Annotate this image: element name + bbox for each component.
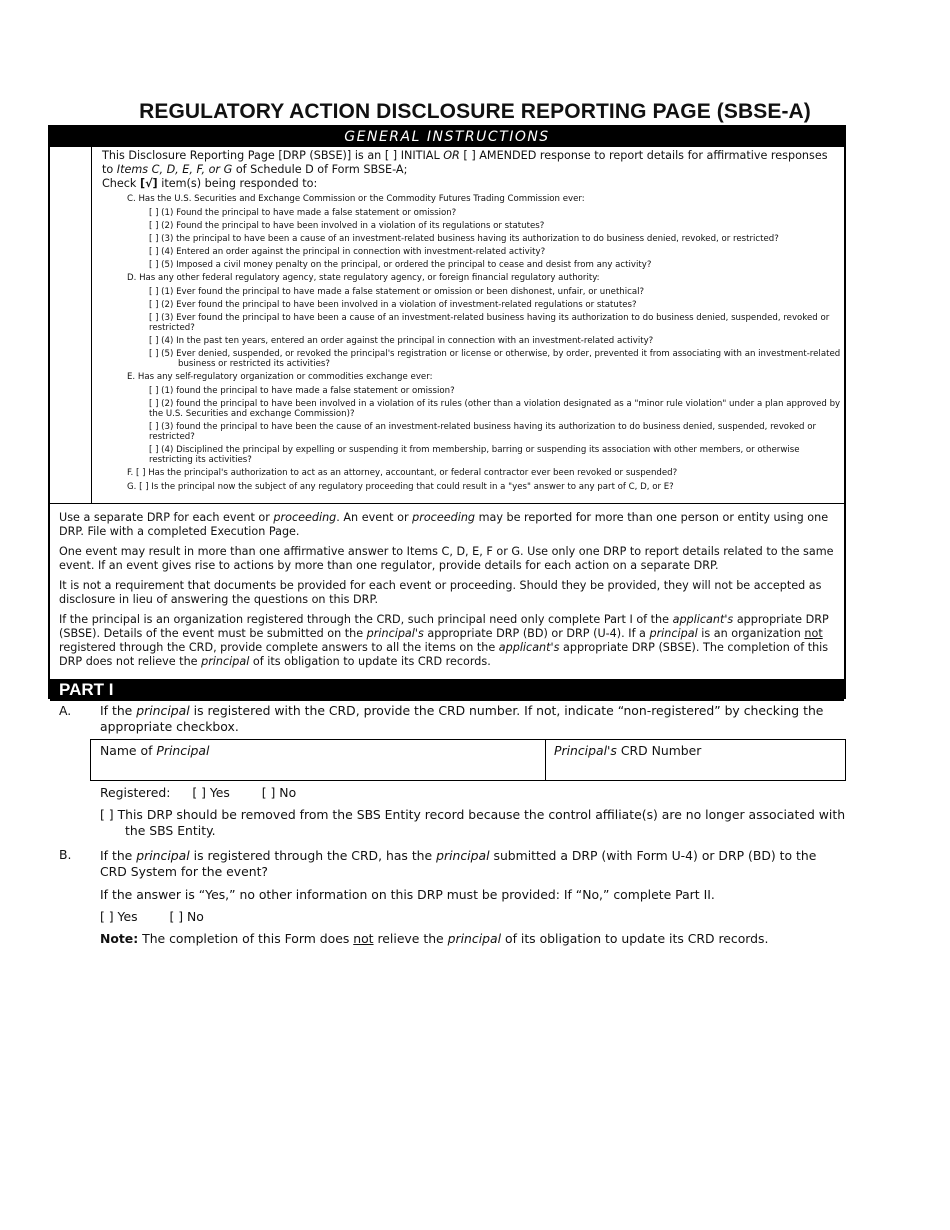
section-f-item[interactable]: F. [ ] Has the principal's authorization to act as an attorney, accountant, or federal contractor ever been revoked or suspended? (127, 468, 678, 478)
instructions-notes (59, 511, 835, 675)
crd-table (90, 739, 846, 781)
item-b-answer-note: If the answer is “Yes,” no other information on this DRP must be provided: If “No,” complete Part II. (100, 887, 715, 902)
item-b-yes-checkbox[interactable]: [ ] Yes (100, 909, 138, 924)
item-b-no-checkbox[interactable]: [ ] No (169, 909, 204, 924)
remove-drp-option[interactable]: [ ] This DRP should be removed from the SBS Entity record because the control affiliate(s) are no longer associated with the SBS Entity. (100, 807, 846, 838)
checkbox-item-d1[interactable]: [ ] (1) Ever found the principal to have made a false statement or omission or been dishonest, unfair, or unethical? (149, 287, 645, 297)
item-b-answer-row (100, 909, 204, 925)
section-c-heading: C. Has the U.S. Securities and Exchange Commission or the Commodity Futures Trading Commission ever: (127, 194, 585, 204)
remove-drp-checkbox[interactable]: [ ] (100, 807, 114, 822)
item-b-letter: B. (59, 847, 72, 862)
registered-label: Registered: (100, 785, 171, 800)
checkbox-item-c2[interactable]: [ ] (2) Found the principal to have been involved in a violation of its regulations or statutes? (149, 221, 545, 231)
check-instruction: Check [√] item(s) being responded to: (102, 177, 318, 190)
checkbox-item-c1[interactable]: [ ] (1) Found the principal to have made a false statement or omission? (149, 208, 457, 218)
note-crd-registration: If the principal is an organization registered through the CRD, such principal need only complete Part I of the applicant's appropriate DRP (SBSE). Details of the event must be submitted on the principal's appropriate DRP (BD) or DRP (U-4). If a principal is an organization not registered through the CRD, provide complete answers to all the items on the applicant's appropriate DRP (SBSE). The completion of this DRP does not relieve the principal of its obligation to update its CRD records. (59, 613, 829, 668)
note-documents: It is not a requirement that documents be provided for each event or proceeding. Should they be provided, they will not be accepted as disclosure in lieu of answering the questions on this DRP. (59, 579, 822, 606)
checkbox-item-d2[interactable]: [ ] (2) Ever found the principal to have been involved in a violation of investment-related regulations or statutes? (149, 300, 637, 310)
checkbox-item-e2[interactable]: [ ] (2) found the principal to have been involved in a violation of its rules (other than a violation designated as a "minor rule violation" under a plan approved by the U.S. Securities and exchange Commission)? (149, 399, 841, 419)
amended-checkbox[interactable]: [ ] (463, 149, 476, 162)
checkbox-item-d4[interactable]: [ ] (4) In the past ten years, entered an order against the principal in connection with an investment-related activity? (149, 336, 654, 346)
section-e-heading: E. Has any self-regulatory organization or commodities exchange ever: (127, 372, 433, 382)
registered-yes-checkbox[interactable]: [ ] Yes (192, 785, 230, 800)
registered-row (100, 785, 296, 801)
crd-number-field[interactable]: Principal's CRD Number (554, 743, 702, 758)
checkbox-item-c5[interactable]: [ ] (5) Imposed a civil money penalty on the principal, or ordered the principal to cease and desist from any activity? (149, 260, 652, 270)
left-margin-column (50, 147, 92, 503)
checkbox-item-e4[interactable]: [ ] (4) Disciplined the principal by expelling or suspending it from membership, barring or suspending its association with other members, or otherwise restricting its activities? (149, 445, 800, 465)
checkbox-item-d3[interactable]: [ ] (3) Ever found the principal to have been a cause of an investment-related business having its authorization to do business denied, suspended, revoked or restricted? (149, 313, 830, 333)
instructions-content (102, 149, 842, 493)
page-title: REGULATORY ACTION DISCLOSURE REPORTING PAGE (SBSE-A) (139, 100, 811, 123)
registered-no-checkbox[interactable]: [ ] No (261, 785, 297, 800)
item-a-letter: A. (59, 703, 72, 718)
intro-paragraph: This Disclosure Reporting Page [DRP (SBSE)] is an [ ] INITIAL OR [ ] AMENDED response to report details for affirmative responses to Items C, D, E, F, or G of Schedule D of Form SBSE-A; (102, 149, 828, 176)
checkbox-item-c3[interactable]: [ ] (3) the principal to have been a cause of an investment-related business having its authorization to do business denied, revoked, or restricted? (149, 234, 779, 244)
table-divider (545, 740, 546, 780)
item-a-question: If the principal is registered with the CRD, provide the CRD number. If not, indicate “non-registered” by checking the appropriate checkbox. (100, 703, 824, 734)
completion-note: Note: The completion of this Form does not relieve the principal of its obligation to update its CRD records. (100, 931, 769, 946)
section-g-item[interactable]: G. [ ] Is the principal now the subject of any regulatory proceeding that could result in a "yes" answer to any part of C, D, or E? (127, 482, 674, 492)
checkbox-item-c4[interactable]: [ ] (4) Entered an order against the principal in connection with investment-related activity? (149, 247, 546, 257)
note-one-event: One event may result in more than one affirmative answer to Items C, D, E, F or G. Use only one DRP to report details related to the same event. If an event gives rise to actions by more than one regulator, provide details for each action on a separate DRP. (59, 545, 834, 572)
initial-checkbox[interactable]: [ ] (384, 149, 398, 162)
checkbox-item-e3[interactable]: [ ] (3) found the principal to have been the cause of an investment-related business having its authorization to do business denied, suspended, revoked or restricted? (149, 422, 817, 442)
general-instructions-heading: GENERAL INSTRUCTIONS (50, 127, 844, 147)
part-1-heading: PART I (50, 679, 844, 701)
checkbox-item-d5[interactable]: [ ] (5) Ever denied, suspended, or revoked the principal's registration or license or otherwise, by order, prevented it from associating with an investment-related business or restricted its activities? (149, 349, 841, 369)
note-separate-drp: Use a separate DRP for each event or proceeding. An event or proceeding may be reported for more than one person or entity using one DRP. File with a completed Execution Page. (59, 511, 829, 538)
checkbox-item-e1[interactable]: [ ] (1) found the principal to have made a false statement or omission? (149, 386, 455, 396)
principal-name-field[interactable]: Name of Principal (100, 743, 210, 758)
general-instructions-frame (48, 125, 846, 699)
note-label: Note: (100, 931, 139, 946)
item-b-question: If the principal is registered through the CRD, has the principal submitted a DRP (with Form U-4) or DRP (BD) to the CRD System for the event? (100, 848, 817, 879)
section-divider (50, 503, 844, 504)
section-d-heading: D. Has any other federal regulatory agency, state regulatory agency, or foreign financial regulatory authority: (127, 273, 600, 283)
